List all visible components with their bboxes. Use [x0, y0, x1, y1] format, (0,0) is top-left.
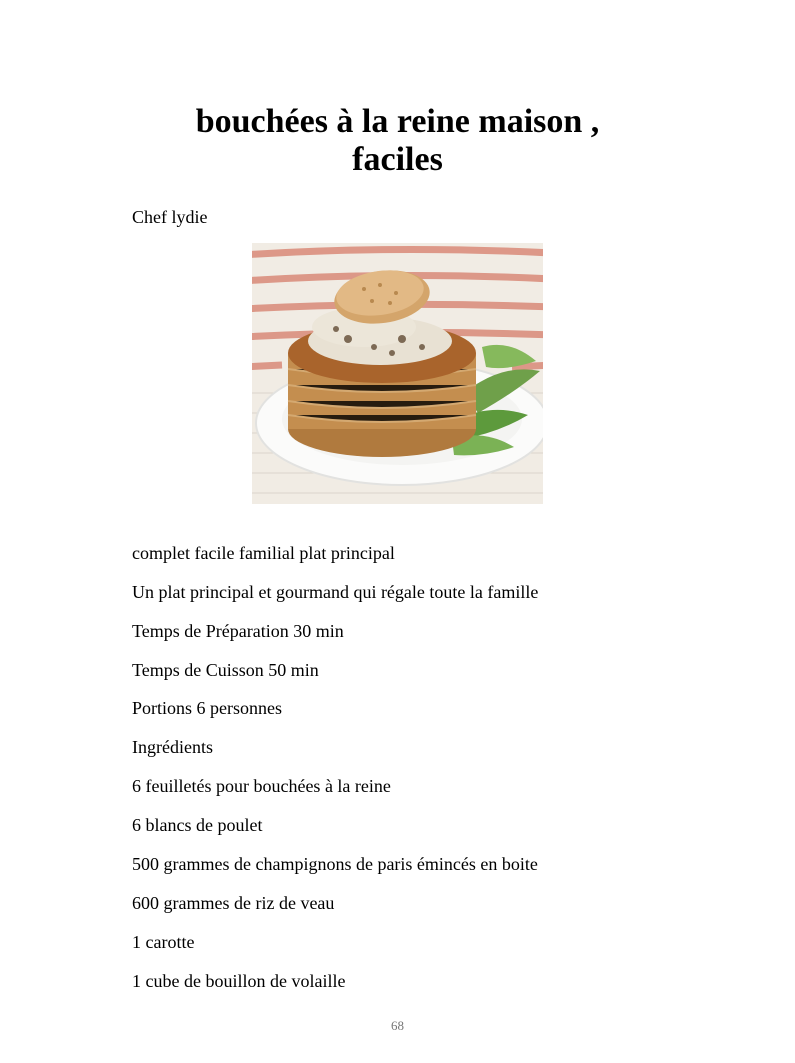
cook-time: Temps de Cuisson 50 min [132, 660, 319, 680]
ingredient-item: 6 feuilletés pour bouchées à la reine [132, 776, 391, 796]
servings: Portions 6 personnes [132, 698, 282, 718]
ingredients-heading: Ingrédients [132, 737, 213, 757]
recipe-author: Chef lydie [132, 207, 208, 227]
ingredient-item: 1 cube de bouillon de volaille [132, 971, 346, 991]
ingredient-item: 600 grammes de riz de veau [132, 893, 335, 913]
recipe-title-line-2: faciles [352, 141, 443, 178]
ingredient-item: 1 carotte [132, 932, 195, 952]
recipe-title-line-1: bouchées à la reine maison , [195, 103, 600, 140]
ingredient-item: 500 grammes de champignons de paris émincés en boite [132, 854, 538, 874]
page-number: 68 [391, 1018, 404, 1033]
recipe-photo [252, 243, 543, 504]
recipe-title [0, 103, 795, 179]
recipe-categories: complet facile familial plat principal [132, 543, 395, 563]
recipe-description: Un plat principal et gourmand qui régale toute la famille [132, 582, 539, 602]
prep-time: Temps de Préparation 30 min [132, 621, 344, 641]
ingredient-item: 6 blancs de poulet [132, 815, 263, 835]
